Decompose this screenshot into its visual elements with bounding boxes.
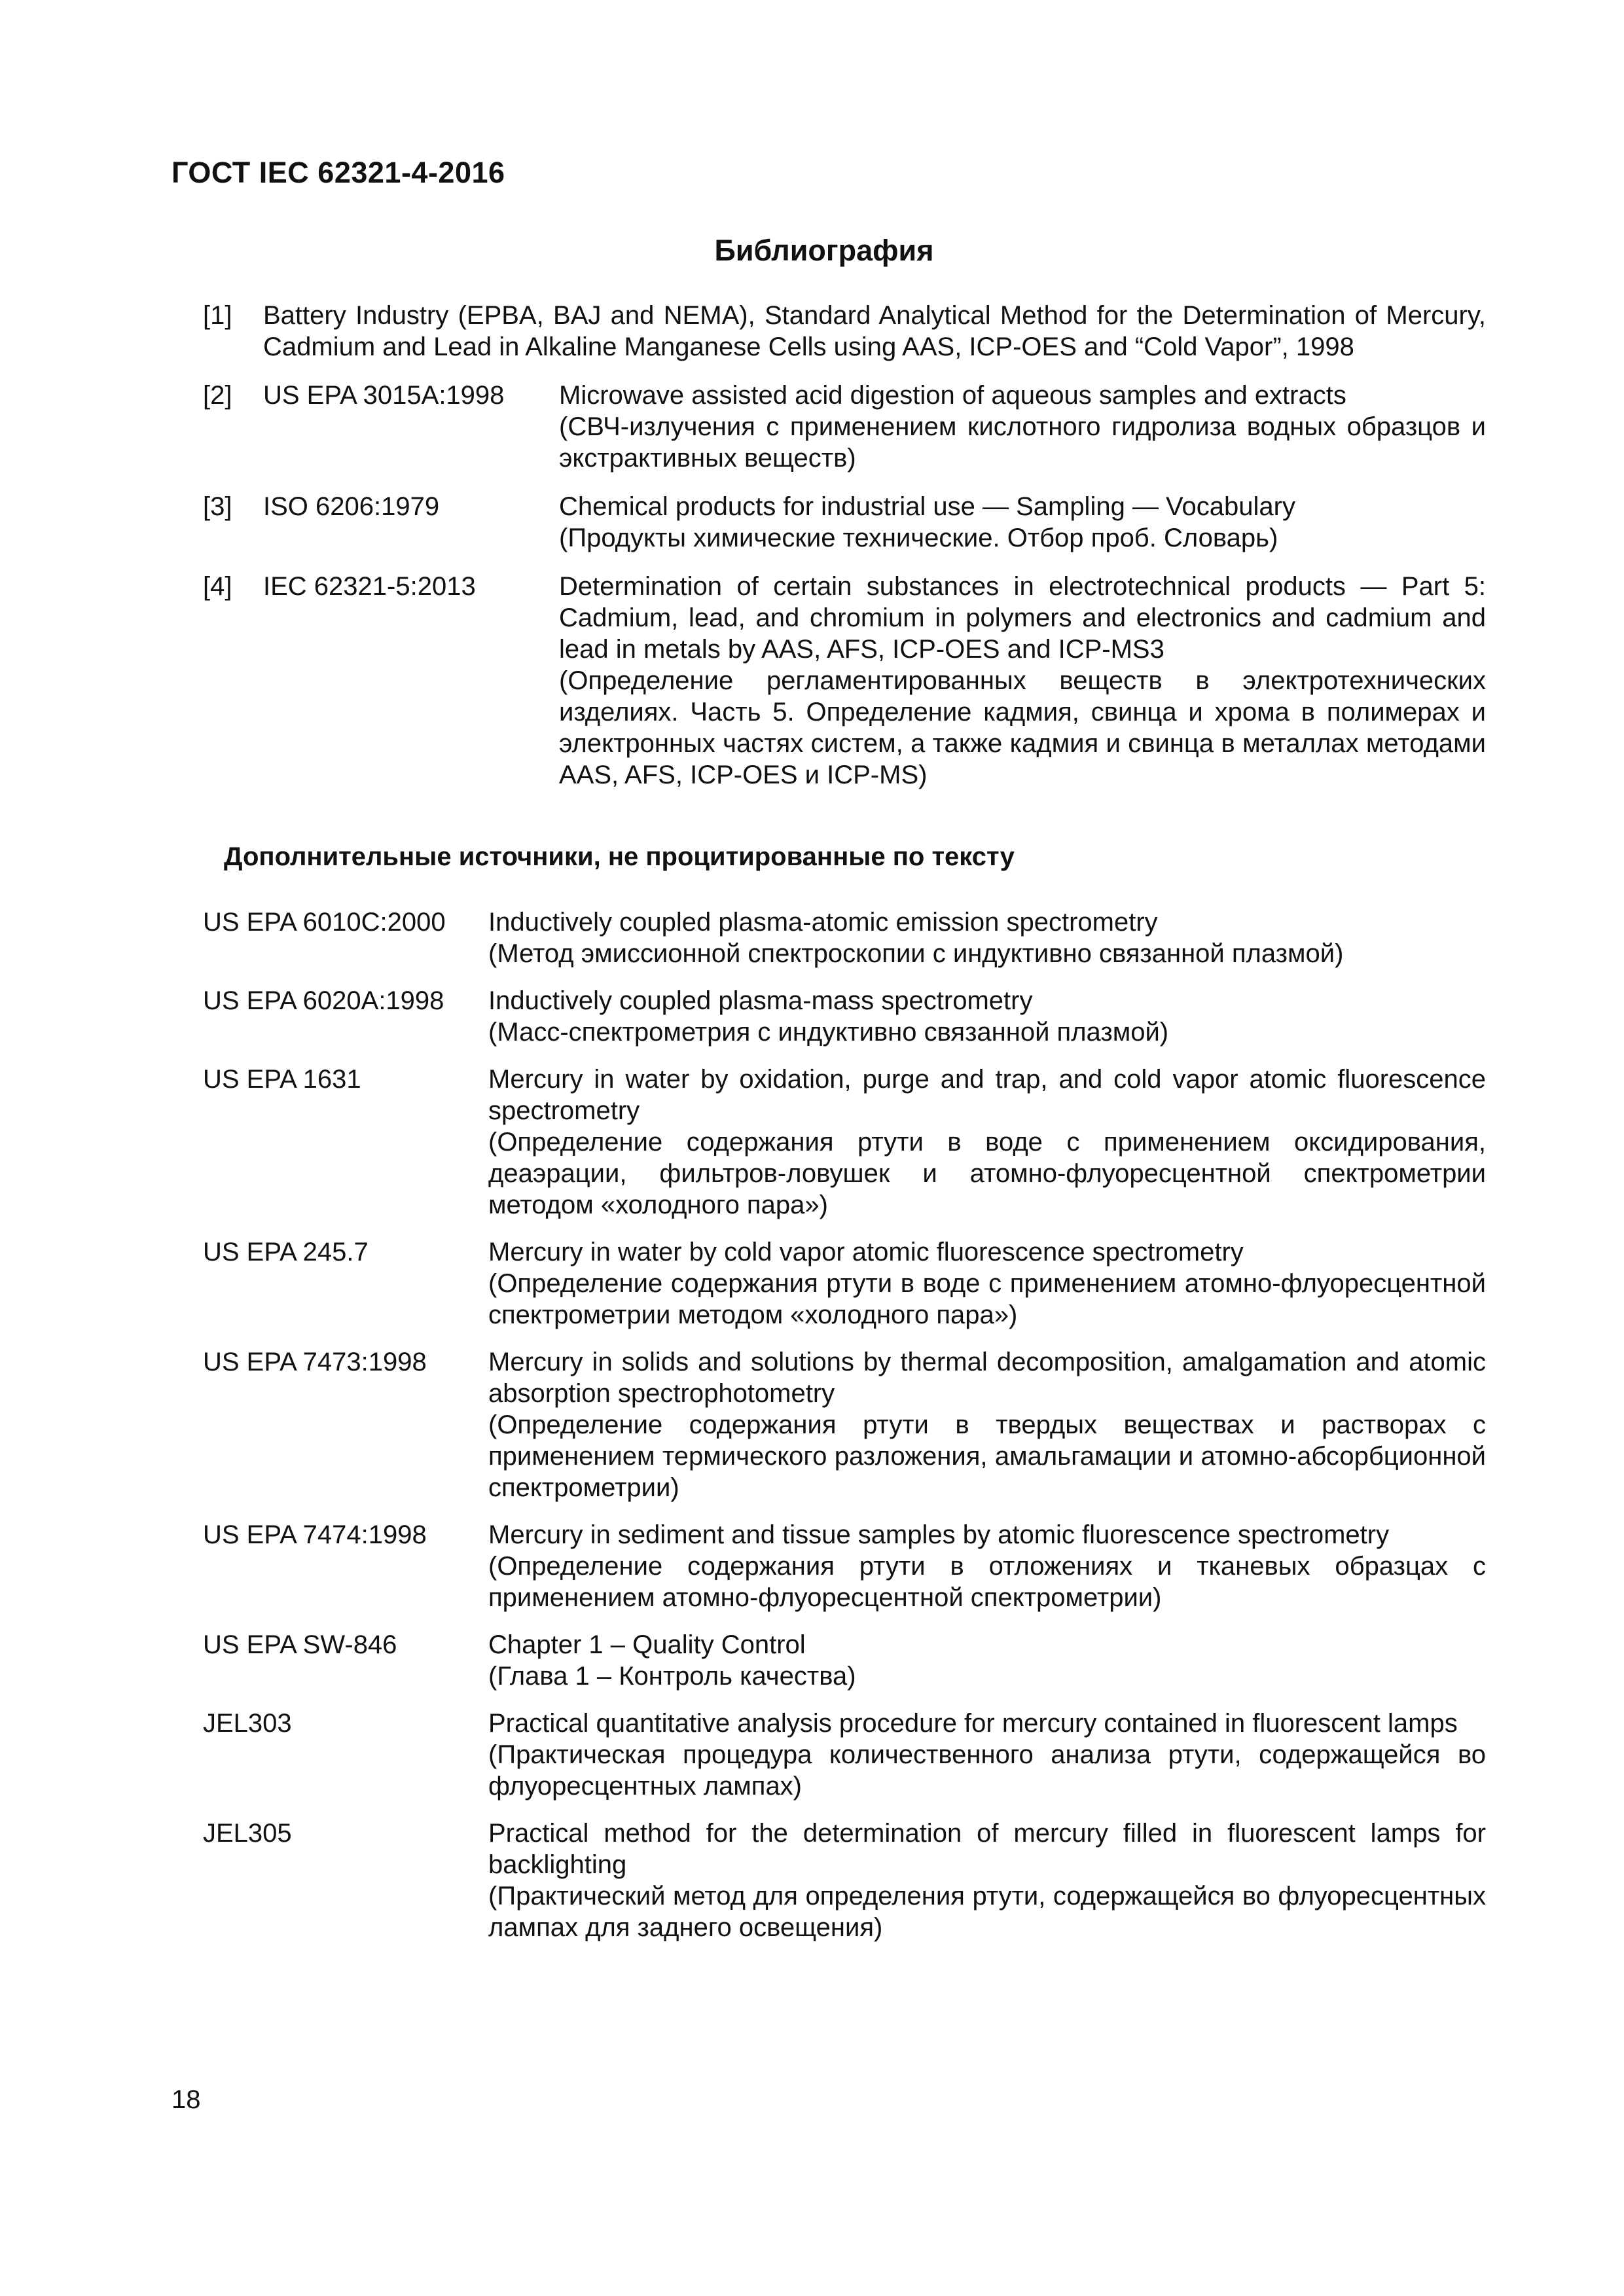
source-title-en: Mercury in water by oxidation, purge and trap, and cold vapor atomic fluorescence spectrometry bbox=[488, 1065, 1486, 1125]
source-entry bbox=[203, 1064, 1486, 1221]
page-number: 18 bbox=[171, 2085, 201, 2114]
entry-number: [4] bbox=[203, 572, 232, 601]
source-title-ru: (Определение содержания ртути в воде с применением атомно-флуоресцентной спектрометрии методом «холодного пара») bbox=[488, 1269, 1486, 1329]
source-text bbox=[488, 1064, 1486, 1221]
source-text bbox=[488, 1708, 1486, 1802]
source-text bbox=[488, 985, 1486, 1048]
entry-code: ISO 6206:1979 bbox=[263, 492, 440, 521]
source-code: JEL305 bbox=[203, 1819, 292, 1848]
source-title-ru: (Масс-спектрометрия с индуктивно связанной плазмой) bbox=[488, 1018, 1169, 1047]
source-title-ru: (Глава 1 – Контроль качества) bbox=[488, 1662, 856, 1691]
source-code: US EPA 245.7 bbox=[203, 1238, 369, 1266]
entry-title-ru: (Продукты химические технические. Отбор проб. Словарь) bbox=[559, 524, 1278, 552]
document-header: ГОСТ IEC 62321-4-2016 bbox=[171, 156, 505, 189]
source-title-ru: (Метод эмиссионной спектроскопии с индуктивно связанной плазмой) bbox=[488, 939, 1344, 968]
source-entry bbox=[203, 1629, 1486, 1692]
source-code: US EPA 6020A:1998 bbox=[203, 986, 444, 1015]
source-code: US EPA 7473:1998 bbox=[203, 1348, 427, 1376]
additional-sources-title: Дополнительные источники, не процитированные по тексту bbox=[224, 842, 1015, 871]
source-title-ru: (Определение содержания ртути в твердых веществах и растворах с применением термического разложения, амальгамации и атомно-абсорбционной спектрометрии) bbox=[488, 1410, 1486, 1502]
entry-code: IEC 62321-5:2013 bbox=[263, 572, 476, 601]
source-text bbox=[488, 1346, 1486, 1503]
source-title-ru: (Практическая процедура количественного анализа ртути, содержащейся во флуоресцентных лампах) bbox=[488, 1740, 1486, 1801]
source-code: US EPA 1631 bbox=[203, 1065, 361, 1094]
entry-title-en: Chemical products for industrial use — Sampling — Vocabulary bbox=[559, 492, 1295, 521]
entry-title-en: Determination of certain substances in electrotechnical products — Part 5: Cadmium, lead, and chromium in polymers and electronics and cadmium and lead in metals by AAS, AFS, ICP-OES and ICP-MS3 bbox=[559, 572, 1486, 664]
source-text bbox=[488, 1629, 1486, 1692]
entry-text bbox=[263, 300, 1486, 363]
source-entry bbox=[203, 1519, 1486, 1613]
source-title-en: Mercury in sediment and tissue samples by atomic fluorescence spectrometry bbox=[488, 1520, 1390, 1549]
entry-number: [2] bbox=[203, 381, 232, 410]
source-title-en: Chapter 1 – Quality Control bbox=[488, 1630, 806, 1659]
entry-text bbox=[559, 380, 1486, 474]
bibliography-entry-4 bbox=[203, 571, 1486, 791]
source-title-ru: (Практический метод для определения ртути, содержащейся во флуоресцентных лампах для заднего освещения) bbox=[488, 1882, 1486, 1942]
additional-sources-list bbox=[203, 906, 1486, 1959]
source-title-en: Mercury in solids and solutions by thermal decomposition, amalgamation and atomic absorption spectrophotometry bbox=[488, 1348, 1486, 1408]
bibliography-list bbox=[203, 300, 1486, 808]
bibliography-entry-2 bbox=[203, 380, 1486, 474]
entry-text bbox=[559, 571, 1486, 791]
source-code: US EPA 6010C:2000 bbox=[203, 908, 446, 937]
source-title-ru: (Определение содержания ртути в отложениях и тканевых образцах с применением атомно-флуоресцентной спектрометрии) bbox=[488, 1552, 1486, 1612]
source-entry bbox=[203, 1708, 1486, 1802]
source-entry bbox=[203, 1236, 1486, 1331]
source-text bbox=[488, 1818, 1486, 1943]
entry-title-en: Battery Industry (EPBA, BAJ and NEMA), Standard Analytical Method for the Determination of Mercury, Cadmium and Lead in Alkaline Manganese Cells using AAS, ICP-OES and “Cold Vapor”, 1998 bbox=[263, 301, 1486, 361]
source-code: JEL303 bbox=[203, 1709, 292, 1738]
bibliography-entry-1 bbox=[203, 300, 1486, 363]
source-text bbox=[488, 1519, 1486, 1613]
entry-number: [1] bbox=[203, 301, 232, 330]
entry-code: US EPA 3015A:1998 bbox=[263, 381, 505, 410]
source-entry bbox=[203, 1346, 1486, 1503]
bibliography-entry-3 bbox=[203, 491, 1486, 554]
source-text bbox=[488, 906, 1486, 969]
source-title-ru: (Определение содержания ртути в воде с применением оксидирования, деаэрации, фильтров-ловушек и атомно-флуоресцентной спектрометрии методом «холодного пара») bbox=[488, 1128, 1486, 1219]
source-title-en: Practical method for the determination of mercury filled in fluorescent lamps for backlighting bbox=[488, 1819, 1486, 1879]
source-code: US EPA SW-846 bbox=[203, 1630, 397, 1659]
source-title-en: Inductively coupled plasma-atomic emission spectrometry bbox=[488, 908, 1158, 937]
source-title-en: Mercury in water by cold vapor atomic fluorescence spectrometry bbox=[488, 1238, 1244, 1266]
source-entry bbox=[203, 1818, 1486, 1943]
entry-title-ru: (СВЧ-излучения с применением кислотного гидролиза водных образцов и экстрактивных веществ) bbox=[559, 412, 1486, 473]
entry-title-en: Microwave assisted acid digestion of aqueous samples and extracts bbox=[559, 381, 1346, 410]
source-text bbox=[488, 1236, 1486, 1331]
source-title-en: Practical quantitative analysis procedure for mercury contained in fluorescent lamps bbox=[488, 1709, 1458, 1738]
entry-text bbox=[559, 491, 1486, 554]
source-entry bbox=[203, 985, 1486, 1048]
source-title-en: Inductively coupled plasma-mass spectrometry bbox=[488, 986, 1033, 1015]
entry-number: [3] bbox=[203, 492, 232, 521]
source-code: US EPA 7474:1998 bbox=[203, 1520, 427, 1549]
source-entry bbox=[203, 906, 1486, 969]
bibliography-title: Библиография bbox=[714, 234, 934, 267]
entry-title-ru: (Определение регламентированных веществ в электротехнических изделиях. Часть 5. Определение кадмия, свинца и хрома в полимерах и электронных частях систем, а также кадмия и свинца в металлах методами AAS, AFS, ICP-OES и ICP-MS) bbox=[559, 666, 1486, 789]
